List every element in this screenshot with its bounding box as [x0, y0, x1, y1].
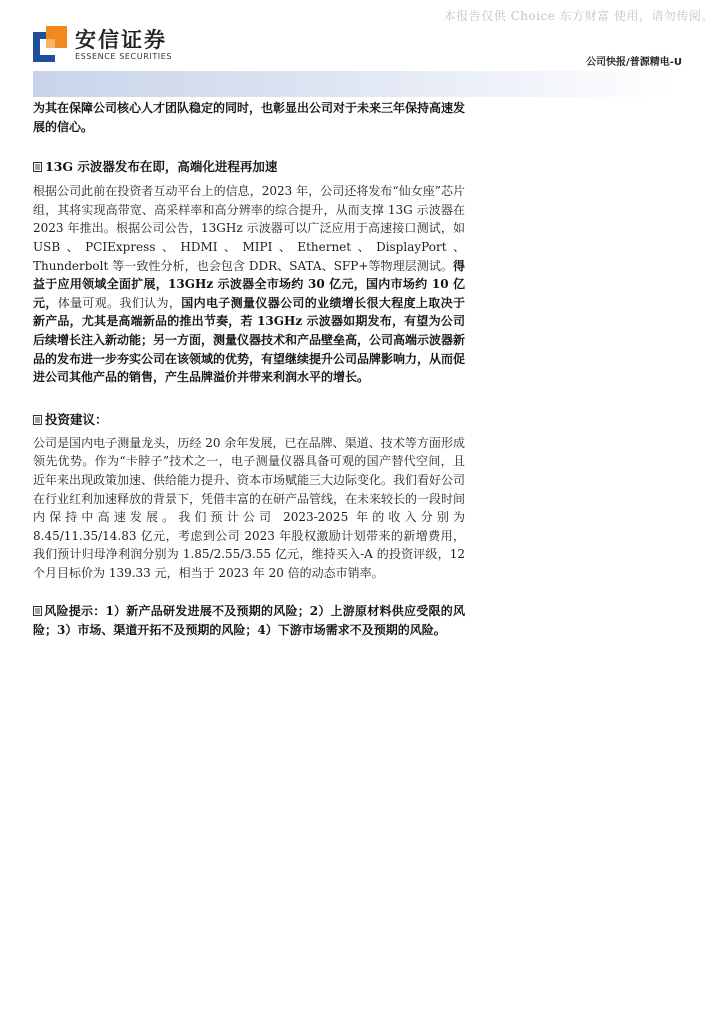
section-title-text: 投资建议：: [45, 411, 108, 427]
document-icon: [33, 415, 42, 425]
company-logo: [33, 24, 193, 66]
essence-logo-icon: [33, 26, 67, 62]
report-body: [33, 99, 465, 640]
header-band: [33, 71, 673, 97]
risk-warning: [33, 602, 465, 640]
oscilloscope-paragraph: [33, 182, 465, 387]
document-icon: [33, 162, 42, 172]
document-icon: [33, 606, 42, 616]
section-heading-investment: [33, 411, 465, 429]
paragraph-emphasis: 得益于应用领域全面扩展，13GHz 示波器全市场约 30 亿元，国内市场约 10 亿元，: [33, 258, 465, 310]
paragraph-text: 根据公司此前在投资者互动平台上的信息，2023 年，公司还将发布“仙女座”芯片组，其将实现高带宽、高采样率和高分辨率的综合提升，从而支撑 13G 示波器在 2023 年推出。根据公司公告，13GHz 示波器可以广泛应用于高速接口测试，如 USB、PCIExpress、HDMI、MIPI、Ethernet、DisplayPort、Thunderbolt 等一致性分析，也会包含 DDR、SATA、SFP+等物理层测试。: [33, 184, 465, 273]
section-heading-oscilloscope: [33, 158, 465, 176]
brand-name-cn: 安信证券: [75, 28, 167, 52]
investment-paragraph: 公司是国内电子测量龙头，历经 20 余年发展，已在品牌、渠道、技术等方面形成领先优势。作为“卡脖子”技术之一，电子测量仪器具备可观的国产替代空间，且近年来出现政策加速、供给能力提升、资本市场赋能三大边际变化。我们看好公司在行业红利加速释放的背景下，凭借丰富的在研产品管线，在未来较长的一段时间内保持中高速发展。我们预计公司 2023-2025 年的收入分别为 8.45/11.35/14.83 亿元，考虑到公司 2023 年股权激励计划带来的新增费用，我们预计归母净利润分别为 1.85/2.55/3.55 亿元，维持买入-A 的投资评级，12 个月目标价为 139.33 元，相当于 2023 年 20 倍的动态市销率。: [33, 435, 466, 580]
section-title-text: 13G 示波器发布在即，高端化进程再加速: [45, 159, 278, 175]
watermark: 本报告仅供 Choice 东方财富 使用，请勿传阅。: [443, 9, 714, 23]
risk-text: 风险提示：1）新产品研发进展不及预期的风险；2）上游原材料供应受限的风险；3）市场、渠道开拓不及预期的风险；4）下游市场需求不及预期的风险。: [33, 604, 465, 638]
paragraph-emphasis: 国内电子测量仪器公司的业绩增长很大程度上取决于新产品，尤其是高端新品的推出节奏，若 13GHz 示波器如期发布，有望为公司后续增长注入新动能；另一方面，测量仪器技术和产品壁垒高，公司高端示波器新品的发布进一步夯实公司在该领域的优势，有望继续提升公司品牌影响力，从而促进公司其他产品的销售，产生品牌溢价并带来利润水平的增长。: [33, 295, 466, 385]
paragraph-text: 体量可观。我们认为，: [57, 295, 182, 310]
intro-paragraph: 为其在保障公司核心人才团队稳定的同时，也彰显出公司对于未来三年保持高速发展的信心。: [33, 101, 466, 134]
brand-name-en: ESSENCE SECURITIES: [75, 52, 173, 61]
report-type-label: 公司快报/普源精电-U: [586, 57, 682, 68]
